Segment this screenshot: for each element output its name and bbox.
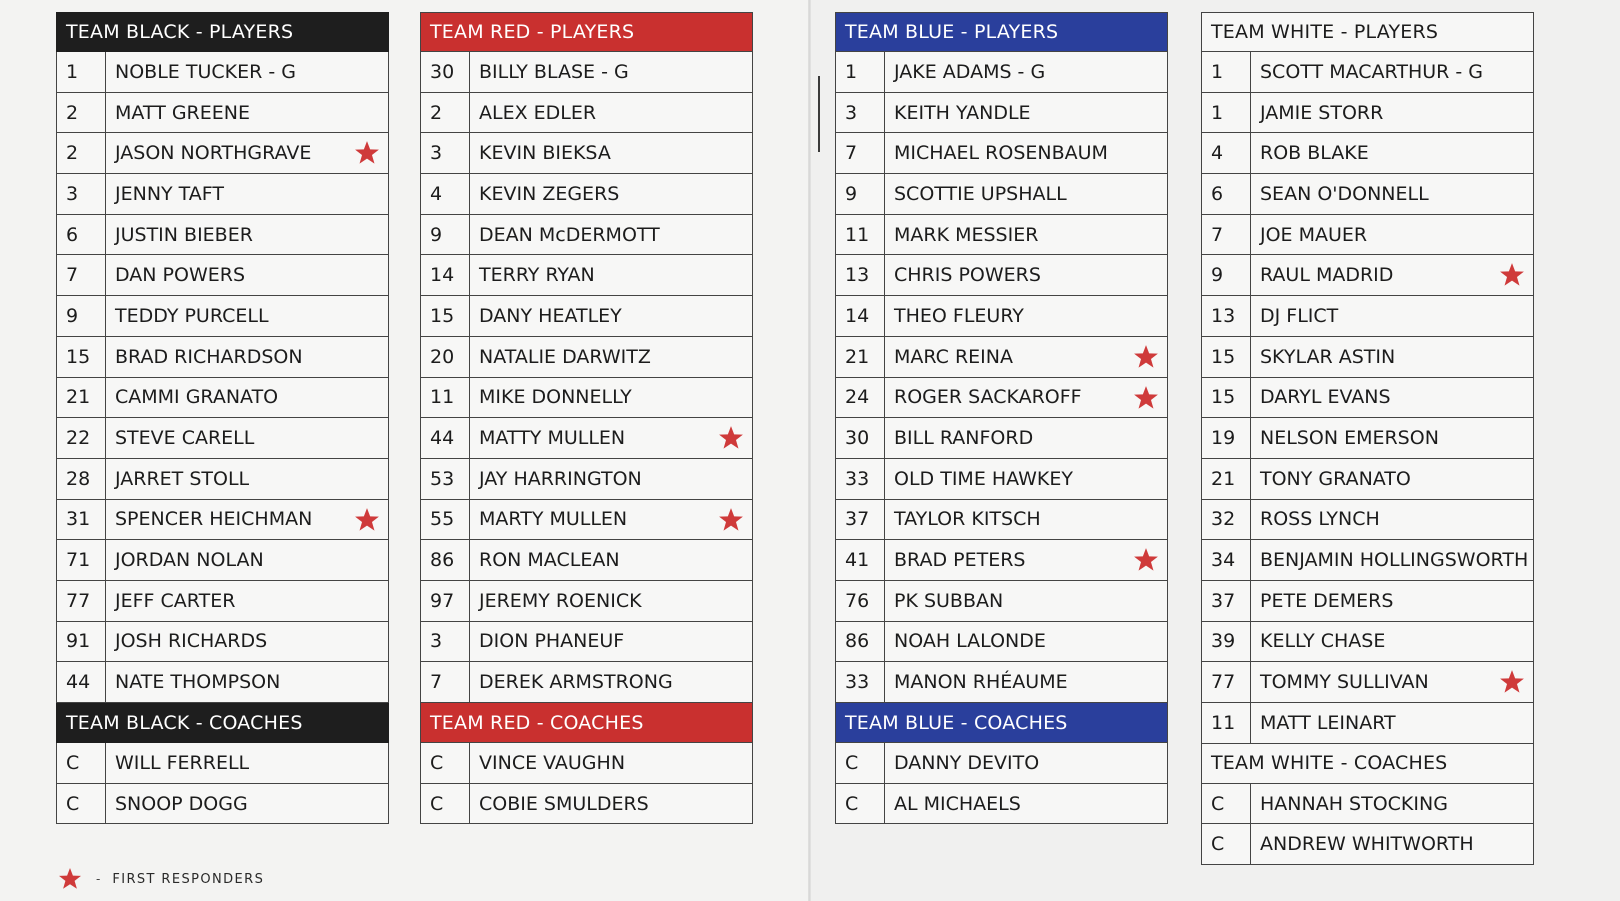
jersey-number: 20 [421, 337, 470, 377]
jersey-number: 15 [57, 337, 106, 377]
jersey-number: 11 [836, 215, 885, 255]
person-name: COBIE SMULDERS [479, 792, 649, 815]
coaches-header: TEAM WHITE - COACHES [1201, 744, 1534, 784]
roster-row [836, 500, 1167, 541]
roster-row [421, 133, 752, 174]
jersey-number: 3 [57, 174, 106, 214]
first-responder-star-icon [1499, 262, 1525, 288]
person-name: PETE DEMERS [1260, 589, 1394, 612]
person-name: TEDDY PURCELL [115, 304, 269, 327]
person-name: MATT LEINART [1260, 711, 1396, 734]
person-name: KEVIN ZEGERS [479, 182, 620, 205]
players-header: TEAM BLACK - PLAYERS [56, 12, 389, 52]
person-name: BILLY BLASE - G [479, 60, 629, 83]
jersey-number: 30 [421, 52, 470, 92]
jersey-number: 11 [421, 378, 470, 418]
person-name: HANNAH STOCKING [1260, 792, 1448, 815]
person-name: ALEX EDLER [479, 101, 597, 124]
jersey-number: 28 [57, 459, 106, 499]
roster-row [836, 459, 1167, 500]
jersey-number: C [836, 743, 885, 783]
person-name: MICHAEL ROSENBAUM [894, 142, 1108, 165]
roster-row [57, 52, 388, 93]
person-name: DANY HEATLEY [479, 304, 622, 327]
person-name: BILL RANFORD [894, 427, 1034, 450]
team-blue-roster [835, 12, 1168, 824]
legend-label: FIRST RESPONDERS [112, 871, 265, 887]
roster-row [57, 743, 388, 784]
person-name: DJ FLICT [1260, 304, 1339, 327]
roster-row [57, 540, 388, 581]
legend [58, 867, 264, 891]
person-name: TERRY RYAN [479, 264, 595, 287]
jersey-number: 44 [57, 662, 106, 702]
person-name: JAKE ADAMS - G [894, 60, 1046, 83]
jersey-number: 9 [836, 174, 885, 214]
roster-row [1202, 500, 1533, 541]
roster-row [1202, 824, 1533, 865]
person-name: MANON RHÉAUME [894, 671, 1068, 694]
roster-row [421, 337, 752, 378]
person-name: AL MICHAELS [894, 792, 1021, 815]
person-name: JAY HARRINGTON [479, 467, 642, 490]
roster-row [421, 296, 752, 337]
person-name: MATTY MULLEN [479, 427, 626, 450]
jersey-number: 15 [1202, 378, 1251, 418]
person-name: DARYL EVANS [1260, 386, 1391, 409]
person-name: DAN POWERS [115, 264, 246, 287]
roster-row [421, 500, 752, 541]
person-name: TONY GRANATO [1260, 467, 1411, 490]
team-red-roster [420, 12, 753, 824]
person-name: SCOTT MACARTHUR - G [1260, 60, 1483, 83]
roster-row [1202, 215, 1533, 256]
roster-row [836, 378, 1167, 419]
jersey-number: 14 [836, 296, 885, 336]
jersey-number: 21 [836, 337, 885, 377]
roster-row [836, 93, 1167, 134]
jersey-number: 37 [1202, 581, 1251, 621]
roster-row [421, 418, 752, 459]
roster-row [421, 93, 752, 134]
first-responder-star-icon [354, 140, 380, 166]
jersey-number: 91 [57, 622, 106, 662]
person-name: KELLY CHASE [1260, 630, 1386, 653]
person-name: ROGER SACKAROFF [894, 386, 1082, 409]
person-name: DEREK ARMSTRONG [479, 671, 673, 694]
person-name: JEREMY ROENICK [479, 589, 642, 612]
jersey-number: C [1202, 824, 1251, 864]
players-header: TEAM WHITE - PLAYERS [1201, 12, 1534, 52]
first-responder-star-icon [1133, 385, 1159, 411]
jersey-number: 33 [836, 662, 885, 702]
jersey-number: C [421, 743, 470, 783]
jersey-number: C [421, 784, 470, 824]
roster-row [421, 52, 752, 93]
jersey-number: 34 [1202, 540, 1251, 580]
roster-row [421, 622, 752, 663]
star-icon [58, 867, 82, 891]
person-name: NOBLE TUCKER - G [115, 60, 296, 83]
jersey-number: 14 [421, 255, 470, 295]
person-name: BRAD RICHARDSON [115, 345, 303, 368]
roster-row [57, 459, 388, 500]
jersey-number: 11 [1202, 703, 1251, 743]
team-black-roster [56, 12, 389, 824]
jersey-number: 15 [1202, 337, 1251, 377]
roster-row [836, 622, 1167, 663]
jersey-number: 1 [1202, 93, 1251, 133]
roster-row [1202, 784, 1533, 825]
person-name: MARC REINA [894, 345, 1013, 368]
jersey-number: 24 [836, 378, 885, 418]
roster-row [836, 255, 1167, 296]
jersey-number: 9 [57, 296, 106, 336]
roster-row [836, 337, 1167, 378]
roster-row [421, 459, 752, 500]
person-name: STEVE CARELL [115, 427, 255, 450]
person-name: JORDAN NOLAN [115, 549, 264, 572]
person-name: JUSTIN BIEBER [115, 223, 253, 246]
players-header: TEAM RED - PLAYERS [420, 12, 753, 52]
person-name: SPENCER HEICHMAN [115, 508, 313, 531]
jersey-number: 3 [836, 93, 885, 133]
roster-row [57, 93, 388, 134]
roster-row [421, 174, 752, 215]
roster-row [57, 784, 388, 825]
jersey-number: 1 [1202, 52, 1251, 92]
jersey-number: 4 [421, 174, 470, 214]
legend-dash: - [96, 872, 101, 886]
jersey-number: 6 [1202, 174, 1251, 214]
person-name: CHRIS POWERS [894, 264, 1041, 287]
roster-row [57, 500, 388, 541]
coaches-header: TEAM RED - COACHES [420, 703, 753, 743]
person-name: TOMMY SULLIVAN [1260, 671, 1429, 694]
jersey-number: 97 [421, 581, 470, 621]
roster-row [57, 418, 388, 459]
person-name: THEO FLEURY [894, 304, 1024, 327]
coaches-list [1201, 784, 1534, 865]
fold-mark [818, 76, 820, 152]
person-name: JASON NORTHGRAVE [115, 142, 312, 165]
team-white-roster [1201, 12, 1534, 865]
jersey-number: 77 [1202, 662, 1251, 702]
jersey-number: 3 [421, 133, 470, 173]
jersey-number: C [57, 743, 106, 783]
roster-row [1202, 174, 1533, 215]
jersey-number: C [836, 784, 885, 824]
person-name: JARRET STOLL [115, 467, 250, 490]
roster-row [1202, 52, 1533, 93]
person-name: MIKE DONNELLY [479, 386, 632, 409]
person-name: PK SUBBAN [894, 589, 1004, 612]
person-name: RON MACLEAN [479, 549, 620, 572]
person-name: MATT GREENE [115, 101, 250, 124]
jersey-number: 9 [421, 215, 470, 255]
person-name: ANDREW WHITWORTH [1260, 833, 1474, 856]
roster-row [1202, 255, 1533, 296]
jersey-number: 7 [57, 255, 106, 295]
roster-row [836, 133, 1167, 174]
jersey-number: 22 [57, 418, 106, 458]
jersey-number: 9 [1202, 255, 1251, 295]
jersey-number: 1 [836, 52, 885, 92]
jersey-number: 21 [57, 378, 106, 418]
roster-row [836, 784, 1167, 825]
person-name: SKYLAR ASTIN [1260, 345, 1396, 368]
roster-row [57, 133, 388, 174]
roster-row [57, 296, 388, 337]
roster-row [57, 581, 388, 622]
roster-row [421, 784, 752, 825]
roster-row [421, 378, 752, 419]
person-name: VINCE VAUGHN [479, 751, 626, 774]
jersey-number: 77 [57, 581, 106, 621]
roster-row [57, 174, 388, 215]
roster-row [836, 540, 1167, 581]
person-name: KEITH YANDLE [894, 101, 1031, 124]
jersey-number: 53 [421, 459, 470, 499]
person-name: MARTY MULLEN [479, 508, 628, 531]
jersey-number: 3 [421, 622, 470, 662]
roster-row [836, 215, 1167, 256]
roster-row [421, 743, 752, 784]
first-responder-star-icon [1133, 547, 1159, 573]
players-list [835, 52, 1168, 703]
jersey-number: 33 [836, 459, 885, 499]
jersey-number: 7 [1202, 215, 1251, 255]
roster-row [836, 662, 1167, 703]
roster-row [421, 215, 752, 256]
person-name: TAYLOR KITSCH [894, 508, 1041, 531]
person-name: SCOTTIE UPSHALL [894, 182, 1067, 205]
person-name: ROSS LYNCH [1260, 508, 1380, 531]
roster-row [836, 296, 1167, 337]
person-name: JAMIE STORR [1260, 101, 1384, 124]
roster-row [421, 255, 752, 296]
roster-row [57, 622, 388, 663]
person-name: BENJAMIN HOLLINGSWORTH [1260, 549, 1529, 572]
roster-row [1202, 540, 1533, 581]
roster-row [57, 215, 388, 256]
jersey-number: 86 [836, 622, 885, 662]
roster-row [1202, 378, 1533, 419]
roster-row [1202, 337, 1533, 378]
roster-row [57, 255, 388, 296]
person-name: NATALIE DARWITZ [479, 345, 651, 368]
coaches-list [56, 743, 389, 824]
page-fold [808, 0, 811, 901]
jersey-number: 44 [421, 418, 470, 458]
roster-row [836, 743, 1167, 784]
players-header: TEAM BLUE - PLAYERS [835, 12, 1168, 52]
jersey-number: 2 [421, 93, 470, 133]
jersey-number: 55 [421, 500, 470, 540]
jersey-number: 37 [836, 500, 885, 540]
first-responder-star-icon [1499, 669, 1525, 695]
coaches-list [420, 743, 753, 824]
players-list [56, 52, 389, 703]
jersey-number: 13 [836, 255, 885, 295]
jersey-number: 7 [421, 662, 470, 702]
person-name: JOSH RICHARDS [115, 630, 268, 653]
roster-row [1202, 662, 1533, 703]
person-name: CAMMI GRANATO [115, 386, 279, 409]
person-name: SNOOP DOGG [115, 792, 248, 815]
person-name: DEAN McDERMOTT [479, 223, 660, 246]
person-name: KEVIN BIEKSA [479, 142, 611, 165]
jersey-number: 2 [57, 93, 106, 133]
roster-row [836, 52, 1167, 93]
roster-row [836, 174, 1167, 215]
jersey-number: C [1202, 784, 1251, 824]
roster-row [421, 581, 752, 622]
roster-row [1202, 581, 1533, 622]
person-name: OLD TIME HAWKEY [894, 467, 1073, 490]
jersey-number: 30 [836, 418, 885, 458]
roster-row [1202, 622, 1533, 663]
jersey-number: 39 [1202, 622, 1251, 662]
person-name: DANNY DEVITO [894, 751, 1040, 774]
jersey-number: 2 [57, 133, 106, 173]
roster-row [57, 662, 388, 703]
jersey-number: 15 [421, 296, 470, 336]
person-name: WILL FERRELL [115, 751, 250, 774]
person-name: JEFF CARTER [115, 589, 236, 612]
roster-row [1202, 459, 1533, 500]
jersey-number: 86 [421, 540, 470, 580]
jersey-number: C [57, 784, 106, 824]
coaches-header: TEAM BLACK - COACHES [56, 703, 389, 743]
first-responder-star-icon [718, 425, 744, 451]
players-list [1201, 52, 1534, 744]
person-name: JENNY TAFT [115, 182, 225, 205]
roster-row [1202, 296, 1533, 337]
roster-row [1202, 133, 1533, 174]
first-responder-star-icon [1133, 344, 1159, 370]
jersey-number: 76 [836, 581, 885, 621]
jersey-number: 21 [1202, 459, 1251, 499]
roster-row [1202, 703, 1533, 744]
person-name: NATE THOMPSON [115, 671, 281, 694]
jersey-number: 32 [1202, 500, 1251, 540]
roster-row [57, 378, 388, 419]
person-name: BRAD PETERS [894, 549, 1026, 572]
person-name: MARK MESSIER [894, 223, 1039, 246]
first-responder-star-icon [354, 507, 380, 533]
person-name: RAUL MADRID [1260, 264, 1394, 287]
person-name: ROB BLAKE [1260, 142, 1369, 165]
roster-row [421, 662, 752, 703]
person-name: DION PHANEUF [479, 630, 625, 653]
jersey-number: 13 [1202, 296, 1251, 336]
jersey-number: 71 [57, 540, 106, 580]
roster-row [1202, 418, 1533, 459]
jersey-number: 41 [836, 540, 885, 580]
jersey-number: 7 [836, 133, 885, 173]
roster-row [836, 581, 1167, 622]
jersey-number: 4 [1202, 133, 1251, 173]
jersey-number: 19 [1202, 418, 1251, 458]
person-name: NOAH LALONDE [894, 630, 1046, 653]
first-responder-star-icon [718, 507, 744, 533]
jersey-number: 31 [57, 500, 106, 540]
roster-row [836, 418, 1167, 459]
roster-row [1202, 93, 1533, 134]
person-name: JOE MAUER [1260, 223, 1368, 246]
coaches-list [835, 743, 1168, 824]
players-list [420, 52, 753, 703]
person-name: SEAN O'DONNELL [1260, 182, 1429, 205]
roster-row [57, 337, 388, 378]
coaches-header: TEAM BLUE - COACHES [835, 703, 1168, 743]
jersey-number: 6 [57, 215, 106, 255]
jersey-number: 1 [57, 52, 106, 92]
person-name: NELSON EMERSON [1260, 427, 1439, 450]
roster-row [421, 540, 752, 581]
